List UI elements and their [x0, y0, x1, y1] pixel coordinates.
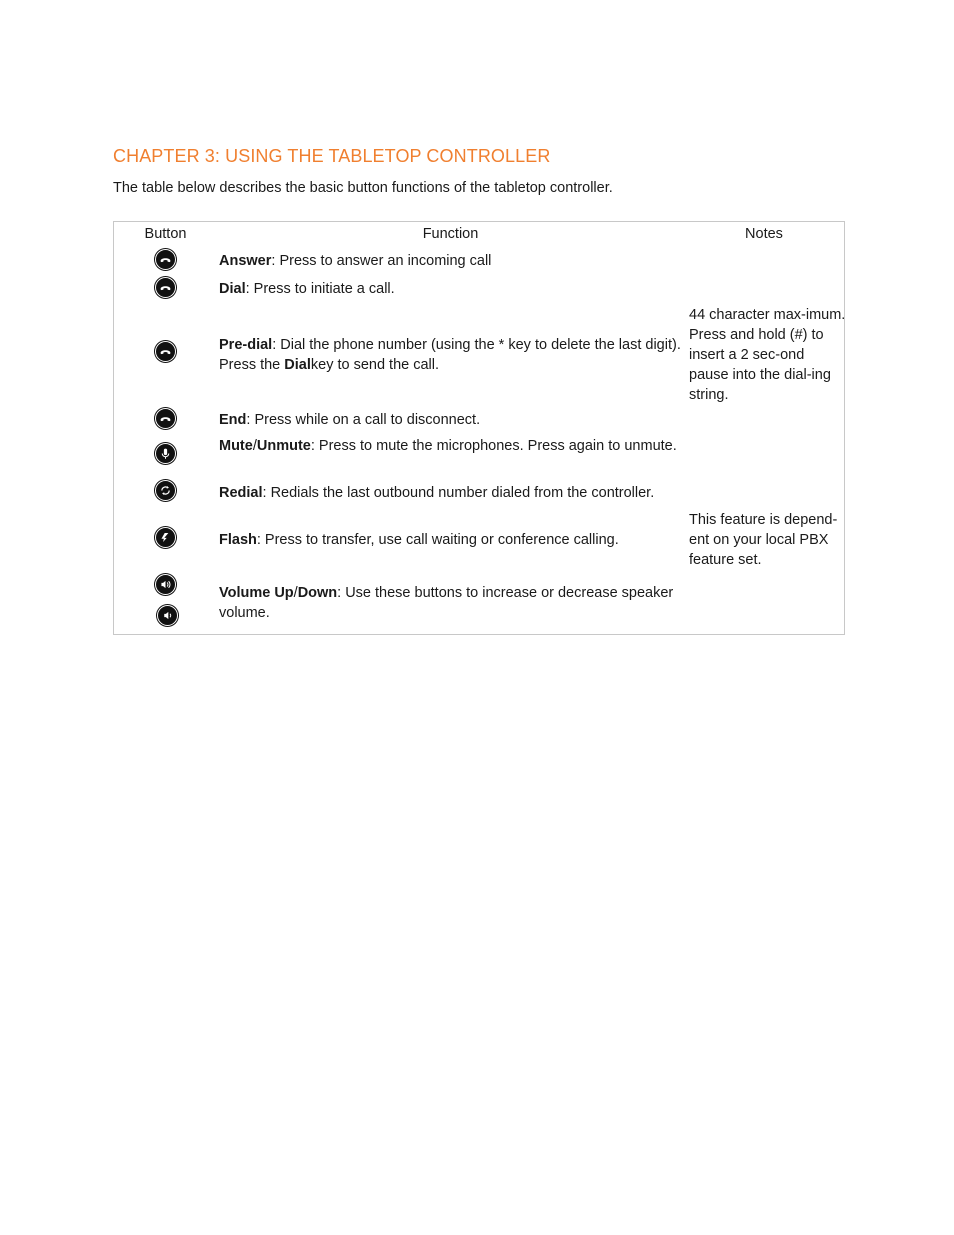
function-text: : Use these buttons to increase or decrease speaker volume.: [219, 585, 674, 621]
function-redial: [219, 483, 681, 503]
function-text: : Press to initiate a call.: [245, 281, 395, 297]
function-name-dial: Dial: [284, 357, 311, 373]
function-name: End: [219, 412, 247, 428]
function-flash: [219, 530, 681, 550]
note-pre-dial: 44 character max-imum. Press and hold (#) to insert a 2 sec-ond pause into the dial-ing string.: [689, 307, 846, 403]
volume-up-icon: [155, 574, 176, 595]
function-separator: /: [252, 438, 257, 454]
note-flash: This feature is depend-ent on your local PBX feature set.: [689, 512, 838, 568]
function-name: Dial: [219, 281, 246, 297]
microphone-icon: [155, 443, 176, 464]
function-name: Volume Up: [219, 585, 294, 601]
header-button: Button: [144, 226, 187, 242]
phone-handset-icon: [155, 249, 176, 270]
phone-handset-icon: [155, 277, 176, 298]
function-text: : Press to answer an incoming call: [271, 253, 492, 269]
function-name: Redial: [219, 485, 263, 501]
function-text: : Press to transfer, use call waiting or conference calling.: [256, 532, 619, 548]
function-name: Answer: [219, 253, 272, 269]
header-notes: Notes: [745, 226, 783, 242]
function-text: : Press to mute the microphones. Press again to unmute.: [310, 438, 677, 454]
function-text: : Redials the last outbound number dialed from the controller.: [262, 485, 655, 501]
function-name-down: Down: [297, 585, 338, 601]
function-text: key to send the call.: [310, 357, 440, 373]
phone-handset-icon: [155, 341, 176, 362]
function-end: [219, 410, 681, 430]
function-name: Pre-dial: [219, 337, 273, 353]
redial-icon: [155, 480, 176, 501]
function-volume: [219, 583, 681, 623]
function-dial: [219, 279, 681, 299]
intro-paragraph: The table below describes the basic button functions of the tabletop controller.: [113, 180, 613, 196]
volume-down-icon: [157, 605, 178, 626]
phone-handset-icon: [155, 408, 176, 429]
function-name-unmute: Unmute: [256, 438, 311, 454]
flash-icon: [155, 527, 176, 548]
function-name: Mute: [219, 438, 253, 454]
function-separator: /: [293, 585, 298, 601]
function-name: Flash: [219, 532, 257, 548]
function-answer: [219, 251, 681, 271]
chapter-title: CHAPTER 3: USING THE TABLETOP CONTROLLER: [113, 146, 551, 166]
function-mute-unmute: [219, 436, 681, 456]
function-text: : Dial the phone number (using the * key to delete the last digit). Press the: [219, 337, 681, 373]
function-text: : Press while on a call to disconnect.: [246, 412, 481, 428]
header-function: Function: [422, 226, 479, 242]
function-pre-dial: [219, 335, 681, 375]
